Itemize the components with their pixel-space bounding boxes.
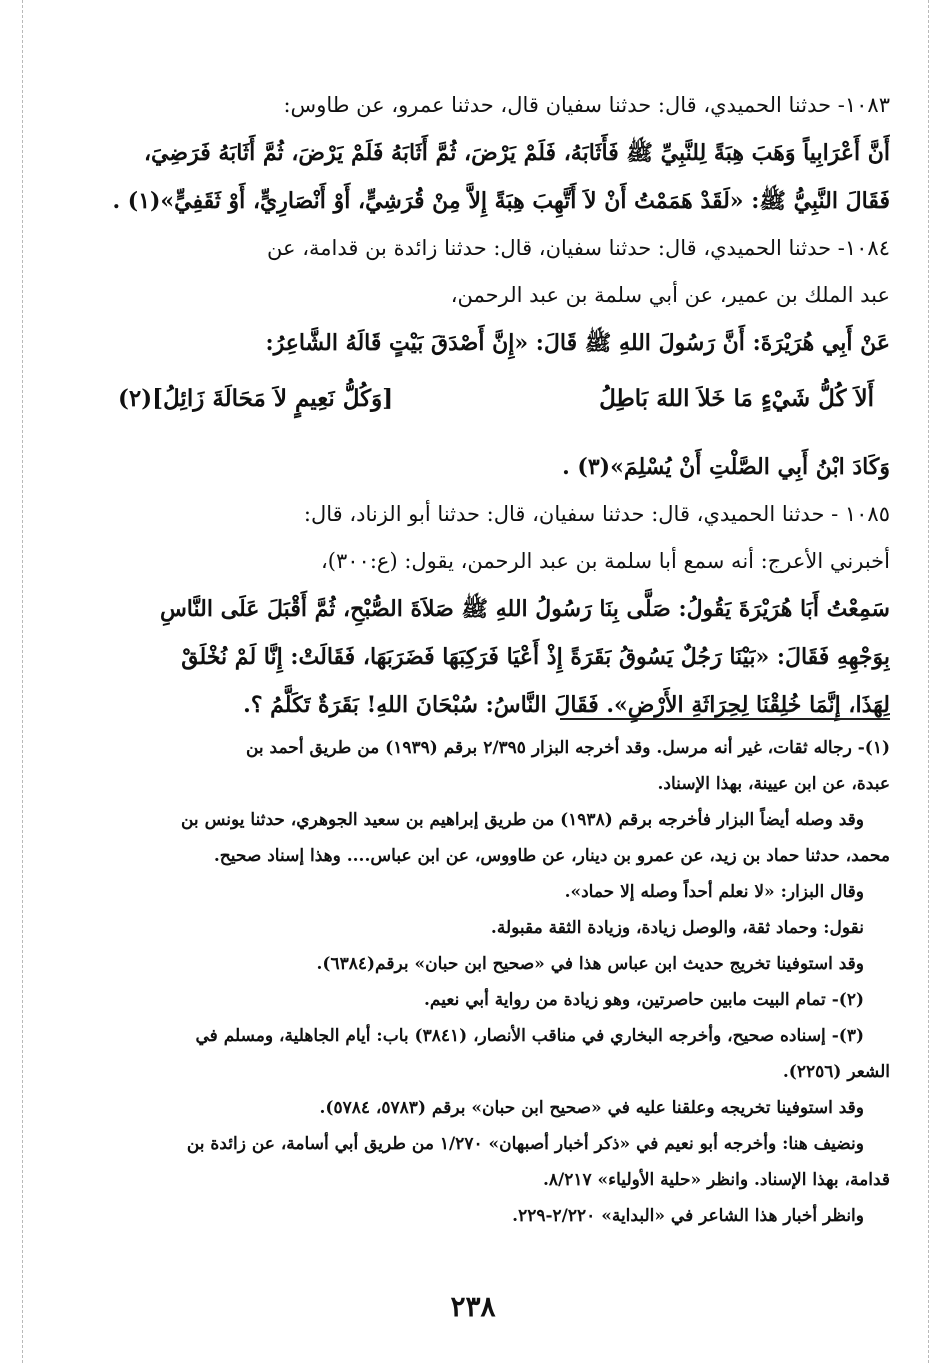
hadith-1085-chain-1: ١٠٨٥ - حدثنا الحميدي، قال: حدثنا سفيان، قال: حدثنا أبو الزناد، قال:: [303, 502, 890, 526]
hadith-1084-text-2: وَكَادَ ابْنُ أَبِي الصَّلْتِ أَنْ يُسْلِمَ»(٣) .: [562, 454, 890, 480]
footnote-1-line-2: عبدة، عن ابن عيينة، بهذا الإسناد.: [657, 774, 890, 794]
page-number: ٢٣٨: [450, 1290, 496, 1323]
hadith-1085-text-2: بِوَجْهِهِ فَقَالَ: «بَيْنَا رَجُلٌ يَسُوقُ بَقَرَةً إِذْ أَعْيَا فَرَكِبَهَا فَضَرَبَهَا، فَقَالَتْ: إِنَّا لَمْ نُخْلَقْ: [181, 644, 890, 670]
footnote-1-line-7: وقد استوفينا تخريج حديث ابن عباس هذا في «صحيح ابن حبان» برقم(٦٣٨٤).: [316, 954, 864, 974]
footnotes: [70, 730, 890, 1234]
footnote-1-line-1: (١)- رجاله ثقات، غير أنه مرسل. وقد أخرجه البزار ٢/٣٩٥ برقم (١٩٣٩) من طريق أحمد بن: [245, 738, 890, 758]
footnote-2-line-1: (٢)- تمام البيت مابين حاصرتين، وهو زيادة من رواية أبي نعيم.: [424, 990, 864, 1010]
verse-second-hemistich: [وَكُلُّ نَعِيمٍ لاَ مَحَالَةَ زَائِلُ](٢): [118, 385, 394, 412]
hadith-1083-text-1: أَنَّ أَعْرَابِياً وَهَبَ هِبَةً لِلنَّبِيِّ ﷺ فَأَثَابَهُ، فَلَمْ يَرْضَ، ثُمَّ أَثَابَهُ فَلَمْ يَرْضَ، ثُمَّ أَثَابَهُ فَرَضِيَ،: [143, 140, 890, 166]
margin-rule-left: [22, 0, 23, 1363]
footnote-1-line-3: وقد وصله أيضاً البزار فأخرجه برقم (١٩٣٨) من طريق إبراهيم بن سعيد الجوهري، حدثنا يونس بن: [180, 810, 864, 830]
hadith-1084-chain-1: ١٠٨٤- حدثنا الحميدي، قال: حدثنا سفيان، قال: حدثنا زائدة بن قدامة، عن: [267, 236, 890, 260]
hadith-1083-chain: ١٠٨٣- حدثنا الحميدي، قال: حدثنا سفيان قال، حدثنا عمرو، عن طاوس:: [283, 93, 890, 117]
hadith-1083-text-2: فَقَالَ النَّبِيُّ ﷺ: «لَقَدْ هَمَمْتُ أَنْ لاَ أَتَّهِبَ هِبَةً إِلاَّ مِنْ قُرَشِيٍّ، أَوْ أَنْصَارِيٍّ، أَوْ ثَقَفِيٍّ»(١) .: [112, 188, 890, 214]
hadith-1085-text-1: سَمِعْتُ أَبَا هُرَيْرَةَ يَقُولُ: صَلَّى بِنَا رَسُولُ اللهِ ﷺ صَلاَةَ الصُّبْحِ، ثُمَّ أَقْبَلَ عَلَى النَّاسِ: [159, 596, 890, 622]
footnote-1-line-4: محمد، حدثنا حماد بن زيد، عن عمرو بن دينار، عن طاووس، عن ابن عباس.... وهذا إسناد صحيح.: [213, 846, 890, 866]
footnote-3-line-2: الشعر (٢٢٥٦).: [782, 1062, 890, 1082]
footnote-1-line-5: وقال البزار: «لا نعلم أحداً وصله إلا حماد».: [564, 882, 864, 902]
footnote-separator: [560, 718, 890, 720]
hadith-1085-text-3: لِهَذَا، إِنَّمَا خُلِقْنَا لِحِرَاثَةِ الأَرْضِ». فَقَالَ النَّاسُ: سُبْحَانَ اللهِ! بَقَرَةٌ تَكَلَّمُ ؟.: [243, 692, 890, 718]
verse-first-hemistich: أَلاَ كُلُّ شَيْءٍ مَا خَلاَ اللهَ بَاطِلُ: [599, 385, 874, 412]
footnote-3-line-6: وانظر أخبار هذا الشاعر في «البداية» ٢/٢٢٠-٢٢٩.: [512, 1206, 864, 1226]
hadith-1084-text-1: عَنْ أَبِي هُرَيْرَةَ: أَنَّ رَسُولَ اللهِ ﷺ قَالَ: «إِنَّ أَصْدَقَ بَيْتٍ قَالَهُ الشَّاعِرُ:: [265, 330, 890, 356]
footnote-3-line-3: وقد استوفينا تخريجه وعلقنا عليه في «صحيح ابن حبان» برقم (٥٧٨٣، ٥٧٨٤).: [319, 1098, 864, 1118]
footnote-3-line-1: (٣)- إسناده صحيح، وأخرجه البخاري في مناقب الأنصار، (٣٨٤١) باب: أيام الجاهلية، ومسلم في: [195, 1026, 864, 1046]
footnote-1-line-6: نقول: وحماد ثقة، والوصل زيادة، وزيادة الثقة مقبولة.: [490, 918, 864, 938]
poem-verse: [70, 373, 890, 425]
hadith-1085-chain-2: أخبرني الأعرج: أنه سمع أبا سلمة بن عبد الرحمن، يقول: (ع:٣٠٠)،: [321, 549, 890, 573]
margin-rule-right: [928, 0, 929, 1363]
page-body: [70, 82, 890, 729]
footnote-3-line-4: ونضيف هنا: وأخرجه أبو نعيم في «ذكر أخبار أصبهان» ١/٢٧٠ من طريق أبي أسامة، عن زائدة بن: [186, 1134, 864, 1154]
hadith-1084-chain-2: عبد الملك بن عمير، عن أبي سلمة بن عبد الرحمن،: [450, 283, 890, 307]
footnote-3-line-5: قدامة، بهذا الإسناد. وانظر «حلية الأولياء» ٨/٢١٧.: [542, 1170, 890, 1190]
